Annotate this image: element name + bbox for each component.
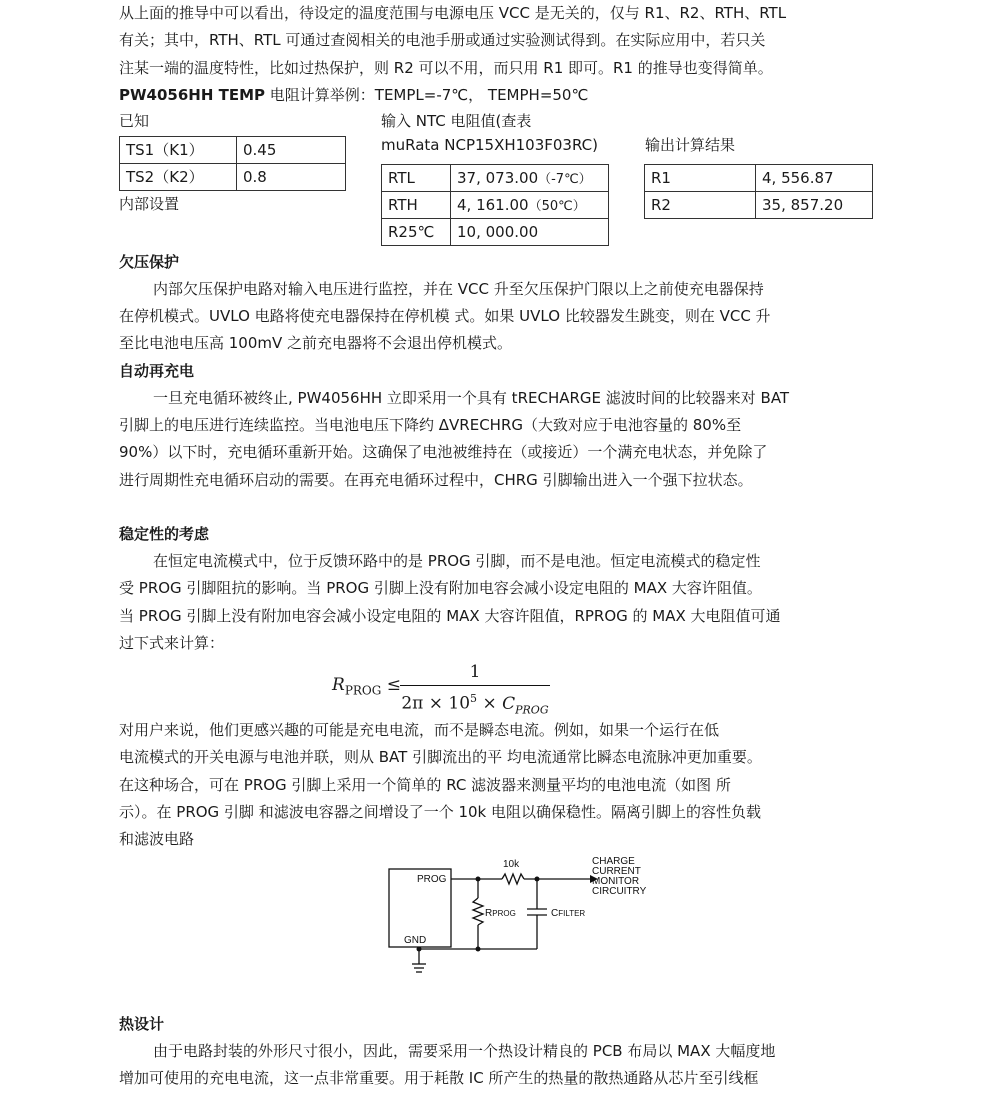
resistor-10k-label: 10k <box>503 858 520 870</box>
table-value: 37, 073.00 <box>457 169 539 188</box>
formula-denominator <box>400 686 550 723</box>
formula-capacitance <box>502 693 549 717</box>
formula-symbol: R <box>332 675 345 696</box>
spacer <box>119 494 874 521</box>
table-cell: RTH <box>382 191 451 218</box>
formula-subscript: PROG <box>515 703 549 717</box>
paragraph-line: 增加可使用的充电电流，这一点非常重要。用于耗散 IC 所产生的热量的散热通路从芯片至引线框 <box>119 1068 759 1087</box>
output-label-line: MONITOR <box>592 875 640 887</box>
paragraph-line: 在这种场合，可在 PROG 引脚上采用一个简单的 RC 滤波器来测量平均的电池电流（如图 所 <box>119 775 731 794</box>
formula-lhs <box>332 675 401 697</box>
paragraph-line: 当 PROG 引脚上没有附加电容会减小设定电阻的 MAX 大容许阻值，RPROG 的 MAX 大电阻值可通 <box>119 606 781 625</box>
output-label-line: CIRCUITRY <box>592 885 647 897</box>
paragraph-line: 由于电路封装的外形尺寸很小，因此，需要采用一个热设计精良的 PCB 布局以 MAX 大幅度地 <box>153 1041 776 1060</box>
table-cell: TS2（K2） <box>120 163 237 190</box>
table-cell: TS1（K1） <box>120 136 237 163</box>
table-row <box>645 191 873 218</box>
paragraph-line: 和滤波电路 <box>119 830 195 849</box>
formula-subscript: PROG <box>344 683 382 698</box>
output-label-line: CHARGE <box>592 855 635 867</box>
cfilter-symbol: C <box>551 907 559 919</box>
circuit-diagram <box>384 854 664 984</box>
table-cell: R2 <box>645 191 756 218</box>
table-cell: R25℃ <box>382 218 451 245</box>
table-row <box>382 191 609 218</box>
paragraph-line: 示）。在 PROG 引脚 和滤波电容器之间增设了一个 10k 电阻以确保稳性。隔离引脚上的容性负载 <box>119 803 762 822</box>
rprog-subscript: PROG <box>492 908 516 918</box>
table-note: （-7℃） <box>538 172 592 188</box>
rprog-formula <box>119 661 874 717</box>
intro-line: 从上面的推导中可以看出，待设定的温度范围与电源电压 VCC 是无关的，仅与 R1、R2、RTH、RTL <box>119 4 787 22</box>
formula-fraction <box>400 661 550 723</box>
spacer <box>119 989 874 1011</box>
table-row <box>382 218 609 245</box>
table-cell: 0.45 <box>237 136 346 163</box>
calculation-tables <box>119 109 874 249</box>
table-cell: 4, 556.87 <box>756 164 873 191</box>
paragraph-line: 引脚上的电压进行连续监控。当电池电压下降约 ΔVRECHRG（大致对应于电池容量的 80%至 <box>119 416 742 435</box>
table-cell <box>451 191 609 218</box>
cfilter-label <box>551 908 585 919</box>
rprog-symbol: R <box>485 907 493 919</box>
example-title-rest: 电阻计算举例：TEMPL=-7℃， TEMPH=50℃ <box>265 85 589 104</box>
paragraph-line: 过下式来计算： <box>119 633 225 652</box>
ntc-label-model: muRata NCP15XH103F03RC) <box>381 135 598 154</box>
formula-numerator: 1 <box>400 661 550 686</box>
intro-line: 注某一端的温度特性，比如过热保护，则 R2 可以不用，而只用 R1 即可。R1 的推导也变得简单。 <box>119 58 773 77</box>
output-table <box>644 164 873 219</box>
table-cell: RTL <box>382 164 451 191</box>
table-row <box>120 163 346 190</box>
paragraph-line: 受 PROG 引脚阻抗的影响。当 PROG 引脚上没有附加电容会减小设定电阻的 MAX 大容许阻值。 <box>119 579 762 598</box>
table-row <box>645 164 873 191</box>
table-cell: 35, 857.20 <box>756 191 873 218</box>
table-note: （50℃） <box>528 199 586 215</box>
table-cell: 10, 000.00 <box>451 218 609 245</box>
known-table <box>119 136 346 191</box>
section-heading-thermal: 热设计 <box>119 1014 165 1033</box>
paragraph-line: 一旦充电循环被终止, PW4056HH 立即采用一个具有 tRECHARGE 滤波时间的比较器来对 BAT <box>153 388 790 407</box>
table-cell: 0.8 <box>237 163 346 190</box>
prog-pin-label: PROG <box>417 873 447 885</box>
output-label-line: CURRENT <box>592 865 641 877</box>
rprog-label <box>485 908 516 919</box>
section-heading-stability: 稳定性的考虑 <box>119 524 210 543</box>
example-title <box>119 82 874 109</box>
ntc-table <box>381 164 609 246</box>
formula-operator: × <box>477 693 503 714</box>
example-title-bold: PW4056HH TEMP <box>119 85 266 104</box>
known-footer: 内部设置 <box>119 194 180 213</box>
paragraph-line: 对用户来说，他们更感兴趣的可能是充电电流，而不是瞬态电流。例如，如果一个运行在低 <box>119 721 720 740</box>
paragraph-line: 90%）以下时，充电循环重新开始。这确保了电池被维持在（或接近）一个满充电状态，并免除了 <box>119 443 768 462</box>
intro-line: 有关；其中，RTH、RTL 可通过查阅相关的电池手册或通过实验测试得到。在实际应用中，若只关 <box>119 31 766 50</box>
paragraph-line: 在停机模式。UVLO 电路将使充电器保持在停机模 式。如果 UVLO 比较器发生跳变，则在 VCC 升 <box>119 307 771 326</box>
paragraph-line: 至比电池电压高 100mV 之前充电器将不会退出停机模式。 <box>119 334 513 353</box>
output-label: 输出计算结果 <box>645 135 736 154</box>
formula-operator: ≤ <box>381 675 402 696</box>
document-page <box>119 0 874 1092</box>
table-row <box>120 136 346 163</box>
section-heading-recharge: 自动再充电 <box>119 361 195 380</box>
formula-term: 2π × 10 <box>401 693 471 714</box>
paragraph-line: 电流模式的开关电源与电池并联，则从 BAT 引脚流出的平 均电流通常比瞬态电流脉冲更加重要。 <box>119 748 762 767</box>
section-heading-uvlo: 欠压保护 <box>119 252 180 271</box>
gnd-pin-label: GND <box>404 934 427 946</box>
formula-symbol: C <box>502 693 516 714</box>
table-cell <box>451 164 609 191</box>
table-value: 4, 161.00 <box>457 196 529 215</box>
table-row <box>382 164 609 191</box>
paragraph-line: 进行周期性充电循环启动的需要。在再充电循环过程中，CHRG 引脚输出进入一个强下拉状态。 <box>119 470 753 489</box>
table-cell: R1 <box>645 164 756 191</box>
paragraph-line: 在恒定电流模式中，位于反馈环路中的是 PROG 引脚，而不是电池。恒定电流模式的稳定性 <box>153 551 761 570</box>
ntc-label: 输入 NTC 电阻值(查表 <box>381 111 532 130</box>
known-label: 已知 <box>119 111 150 130</box>
rc-filter-circuit <box>119 854 874 989</box>
paragraph-line: 内部欠压保护电路对输入电压进行监控，并在 VCC 升至欠压保护门限以上之前使充电器保持 <box>153 279 764 298</box>
cfilter-subscript: FILTER <box>558 908 586 918</box>
formula-exponent: 5 <box>470 692 478 706</box>
